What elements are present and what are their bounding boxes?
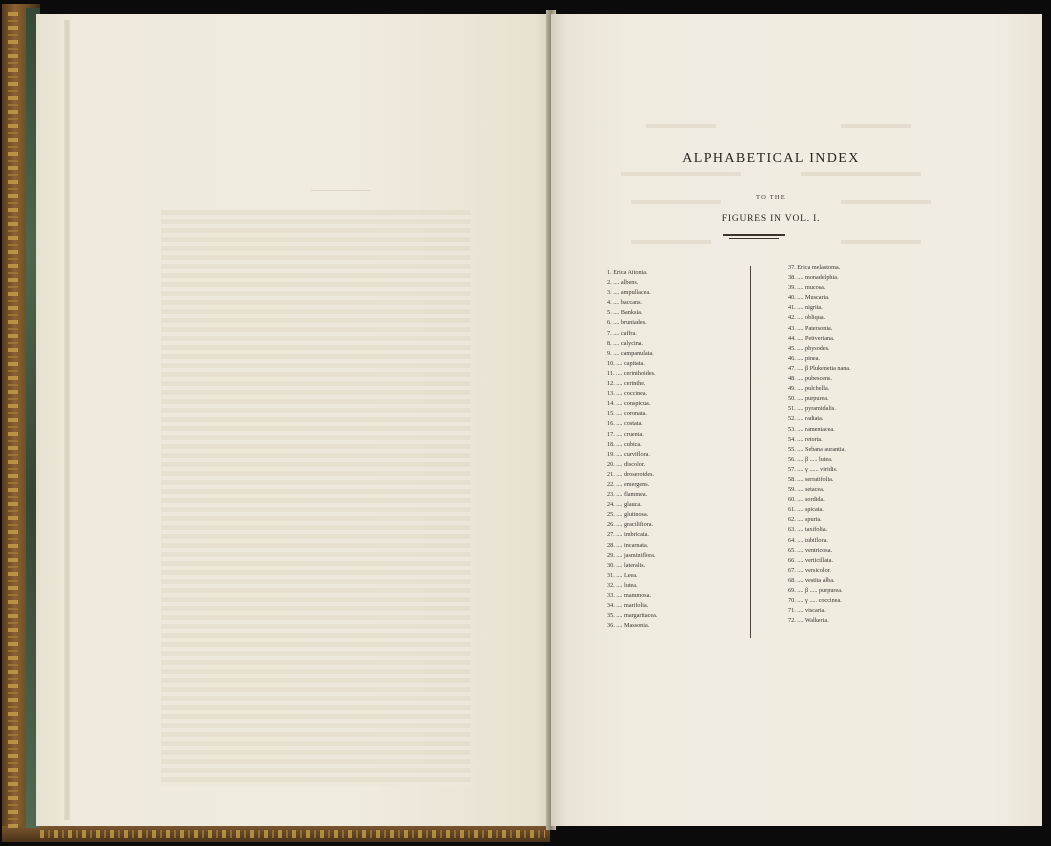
index-entry: 44. .... Petiveriana.	[788, 334, 835, 342]
index-entry: 36. .... Massonia.	[607, 622, 650, 630]
show-through-line	[801, 172, 921, 176]
index-column-left	[607, 268, 657, 631]
index-entry: 41. .... nigrita.	[788, 304, 823, 312]
index-entry: 49. .... pulchella.	[788, 385, 830, 393]
index-entry: 17. .... cruenta.	[607, 430, 644, 438]
index-entry: 64. .... tubiflora.	[788, 536, 828, 544]
index-column-right	[788, 263, 851, 626]
index-entry: 48. .... pubescens.	[788, 375, 832, 383]
index-entry: 25. .... glutinosa.	[607, 511, 649, 519]
index-entry: 32. .... lutea.	[607, 581, 638, 589]
index-entry: 2. .... albens.	[607, 279, 639, 287]
title-rule-thick	[723, 234, 785, 236]
index-entry: 16. .... costata.	[607, 420, 643, 428]
index-entry: 70. .... γ ..... coccinea.	[788, 597, 842, 605]
index-entry: 42. .... obliqua.	[788, 314, 826, 322]
index-to-the: TO THE	[756, 194, 786, 201]
index-entry: 45. .... physodes.	[788, 344, 830, 352]
show-through-line	[631, 240, 711, 244]
index-entry: 60. .... sordida.	[788, 496, 825, 504]
gilt-tooling-border	[8, 12, 18, 832]
index-entry: 57. .... γ ...... viridis.	[788, 465, 838, 473]
index-entry: 10. .... capitata.	[607, 359, 645, 367]
index-entry: 61. .... spicata.	[788, 506, 824, 514]
index-entry: 6. .... bruniades.	[607, 319, 647, 327]
index-entry: 29. .... jasminiflora.	[607, 551, 656, 559]
index-entry: 26. .... gracilifiora.	[607, 521, 654, 529]
show-through-line	[841, 124, 911, 128]
page-fold-edge	[64, 20, 70, 820]
index-entry: 56. .... β ..... lutea.	[788, 455, 833, 463]
show-through-line	[646, 124, 716, 128]
index-entry: 52. .... radiata.	[788, 415, 824, 423]
index-title: ALPHABETICAL INDEX	[682, 151, 860, 166]
index-entry: 3. .... ampullacea.	[607, 289, 651, 297]
index-entry: 31. .... Leea.	[607, 571, 638, 579]
index-entry: 40. .... Muscaria.	[788, 294, 830, 302]
index-entry: 51. .... pyramidalis.	[788, 405, 836, 413]
right-page	[551, 14, 1042, 826]
index-entry: 38. .... monadelphia.	[788, 274, 839, 282]
index-entry: 68. .... vestita alba.	[788, 576, 835, 584]
index-entry: 11. .... cerinthoides.	[607, 369, 656, 377]
index-entry: 19. .... curviflora.	[607, 450, 650, 458]
index-entry: 58. .... serratifolia.	[788, 475, 834, 483]
show-through-rule	[311, 190, 371, 191]
index-entry: 37. Erica melastoma.	[788, 264, 841, 271]
index-entry: 1. Erica Aitonia.	[607, 269, 648, 276]
index-entry: 30. .... lateralis.	[607, 561, 646, 569]
index-entry: 13. .... coccinea.	[607, 390, 648, 398]
index-entry: 27. .... imbricata.	[607, 531, 649, 539]
index-entry: 9. .... campanulata.	[607, 349, 654, 357]
index-entry: 7. .... caffra.	[607, 329, 637, 337]
index-entry: 4. .... baccans.	[607, 299, 643, 307]
column-divider	[750, 266, 751, 638]
index-entry: 8. .... calycina.	[607, 339, 644, 347]
index-entry: 43. .... Patersonia.	[788, 324, 833, 332]
index-subtitle: FIGURES IN VOL. I.	[721, 214, 821, 224]
index-entry: 46. .... pinea.	[788, 354, 820, 362]
index-entry: 53. .... ramentacea.	[788, 425, 835, 433]
show-through-line	[621, 172, 741, 176]
index-entry: 55. .... Sebana aurantia.	[788, 445, 846, 453]
index-entry: 54. .... retorta.	[788, 435, 823, 443]
index-entry: 39. .... mucosa.	[788, 284, 826, 292]
show-through-line	[841, 240, 921, 244]
index-entry: 21. .... droseroides.	[607, 470, 655, 478]
index-entry: 62. .... spuria.	[788, 516, 822, 524]
index-entry: 65. .... ventricosa.	[788, 546, 832, 554]
index-entry: 23. .... flammea.	[607, 491, 648, 499]
index-entry: 15. .... coronata.	[607, 410, 647, 418]
index-entry: 47. .... β Plukenetia nana.	[788, 364, 851, 372]
index-entry: 63. .... taxifolia.	[788, 526, 828, 534]
index-entry: 66. .... verticillata.	[788, 556, 834, 564]
index-entry: 67. .... versicolor.	[788, 566, 831, 574]
index-entry: 5. .... Banksia.	[607, 309, 643, 317]
index-entry: 33. .... mammosa.	[607, 592, 651, 599]
gilt-tooling-border-bottom	[40, 830, 545, 838]
index-entry: 35. .... margaritacea.	[607, 612, 658, 620]
show-through-text-block	[161, 210, 471, 786]
left-page	[36, 14, 550, 826]
index-entry: 72. .... Walkeria.	[788, 617, 829, 625]
index-entry: 71. .... viscaria.	[788, 607, 826, 615]
index-entry: 28. .... incarnata.	[607, 541, 649, 549]
index-entry: 14. .... conspicua.	[607, 400, 651, 408]
index-entry: 12. .... cerinthe.	[607, 380, 646, 388]
index-entry: 20. .... discolor.	[607, 460, 646, 468]
index-entry: 24. .... glauca.	[607, 501, 642, 509]
index-entry: 59. .... setacea.	[788, 486, 825, 494]
title-rule-thin	[729, 238, 779, 239]
index-entry: 22. .... emergens.	[607, 480, 650, 488]
index-entry: 69. .... β ..... purpurea.	[788, 587, 843, 594]
index-entry: 18. .... cubica.	[607, 440, 642, 448]
index-entry: 34. .... marifolia.	[607, 602, 649, 610]
index-entry: 50. .... purpurea.	[788, 395, 829, 403]
